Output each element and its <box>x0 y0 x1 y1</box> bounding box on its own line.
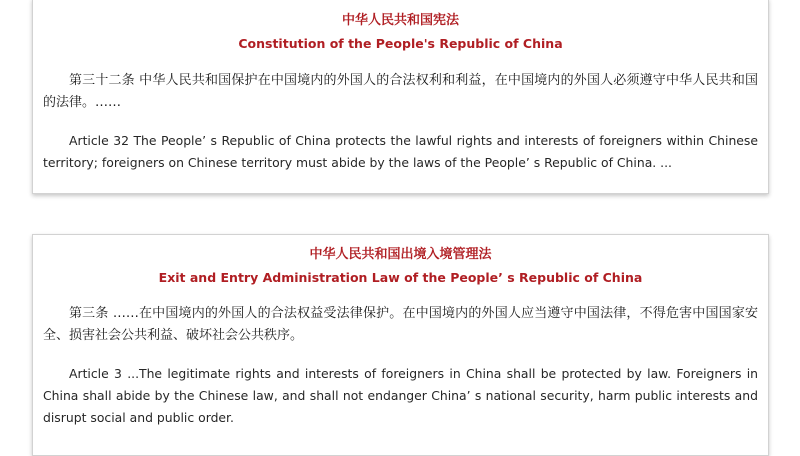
article-3-text-zh: 第三条 ……在中国境内的外国人的合法权益受法律保护。在中国境内的外国人应当遵守中国法律，不得危害中国国家安全、损害社会公共利益、破坏社会公共秩序。 <box>43 306 758 343</box>
constitution-title-zh: 中华人民共和国宪法 <box>341 13 459 28</box>
article-3-text-en: Article 3 ...The legitimate rights and interests of foreigners in China shall be protected by law. Foreigners in China shall abide by the Chinese law, and shall not endanger China’ s national security, harm public interests and disrupt social and public order. <box>43 366 758 425</box>
exit-entry-law-title-en: Exit and Entry Administration Law of the People’ s Republic of China <box>158 270 643 285</box>
constitution-card <box>32 0 769 194</box>
exit-entry-law-title-zh: 中华人民共和国出境入境管理法 <box>309 247 492 262</box>
article-32-text-zh: 第三十二条 中华人民共和国保护在中国境内的外国人的合法权利和利益，在中国境内的外国人必须遵守中华人民共和国的法律。…… <box>43 73 758 110</box>
article-32-text-en: Article 32 The People’ s Republic of China protects the lawful rights and interests of foreigners within Chinese territory; foreigners on Chinese territory must abide by the laws of the People’ s Republic of China. ... <box>43 133 758 170</box>
constitution-title-en: Constitution of the People's Republic of China <box>238 36 563 51</box>
exit-entry-law-card <box>32 234 769 456</box>
